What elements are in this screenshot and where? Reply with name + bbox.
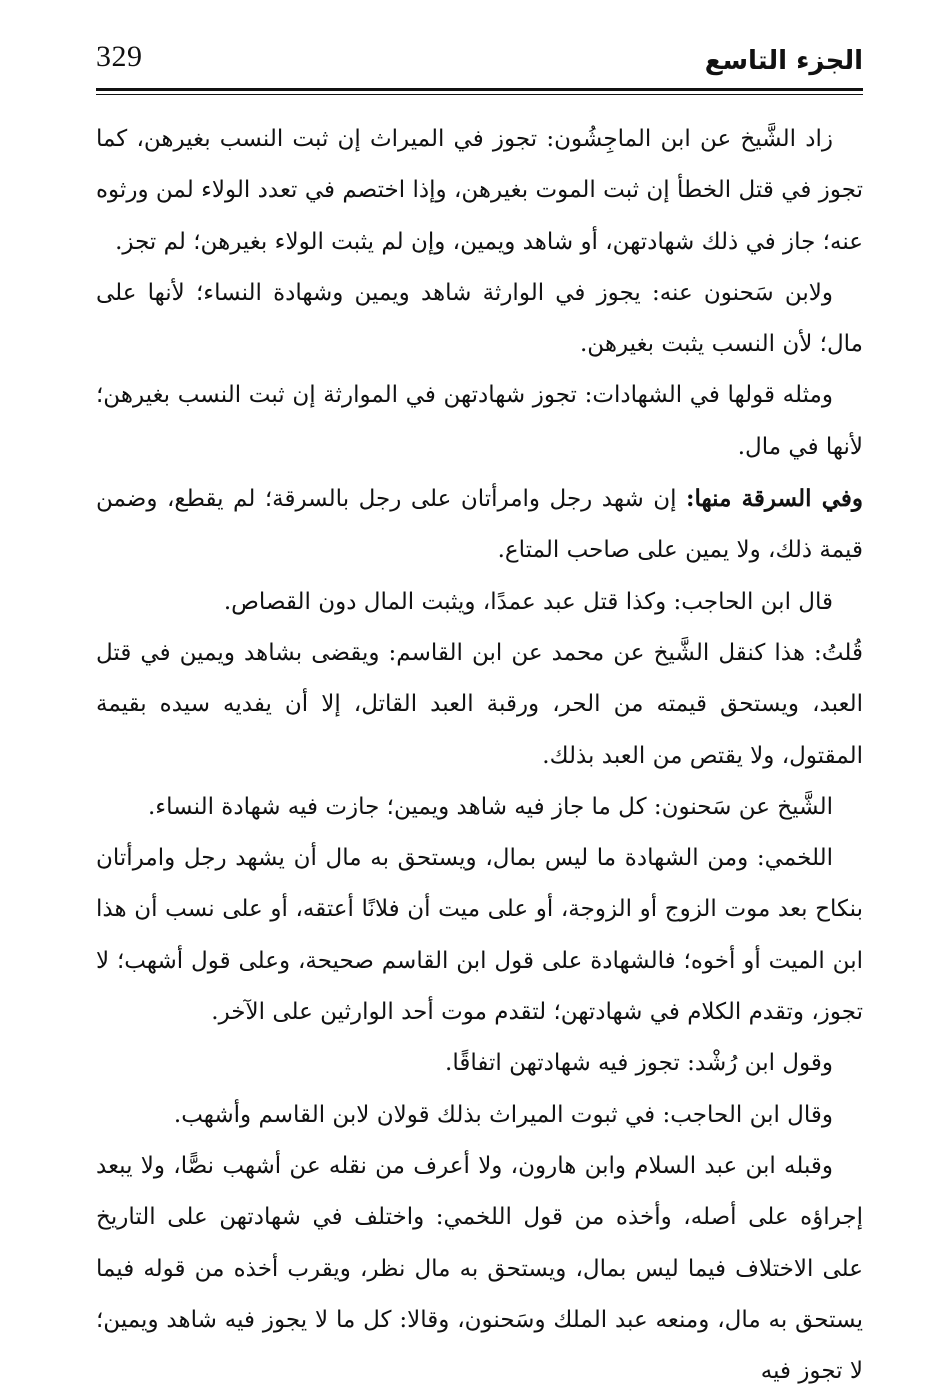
- paragraph-text: وقال ابن الحاجب: في ثبوت الميراث بذلك قولان لابن القاسم وأشهب.: [173, 1101, 833, 1128]
- paragraph: [96, 1038, 863, 1089]
- paragraph-text: ولابن سَحنون عنه: يجوز في الوارثة شاهد ويمين وشهادة النساء؛ لأنها على مال؛ لأن النسب يثبت بغيرهن.: [96, 279, 863, 358]
- body-text: [96, 114, 863, 1397]
- paragraph: [96, 1090, 863, 1141]
- paragraph: [96, 370, 863, 473]
- page-number: 329: [96, 40, 143, 73]
- paragraph-text: اللخمي: ومن الشهادة ما ليس بمال، ويستحق به مال أن يشهد رجل وامرأتان بنكاح بعد موت الزوج أو الزوجة، أو على ميت أن فلانًا أعتقه، أو على نسب أن هذا ابن الميت أو أخوه؛ فالشهادة على قول ابن القاسم صحيحة، وعلى قول أشهب؛ لا تجوز، وتقدم الكلام في شهادتهن؛ لتقدم موت أحد الوارثين على الآخر.: [96, 845, 863, 1026]
- page-header: [96, 36, 863, 92]
- paragraph-text: قال ابن الحاجب: وكذا قتل عبد عمدًا، ويثبت المال دون القصاص.: [223, 588, 833, 615]
- paragraph-text: وقول ابن رُشْد: تجوز فيه شهادتهن اتفاقًا.: [445, 1050, 833, 1077]
- paragraph: [96, 628, 863, 782]
- header-rule-thin: [96, 94, 863, 95]
- paragraph: [96, 473, 863, 577]
- header-rule-thick: [96, 88, 863, 91]
- paragraph-text: زاد الشَّيخ عن ابن الماجِشُون: تجوز في الميراث إن ثبت النسب بغيرهن، كما تجوز في قتل الخطأ إن ثبت الموت بغيرهن، وإذا اختصم في تعدد الولاء لمن ورثوه عنه؛ جاز في ذلك شهادتهن، أو شاهد ويمين، وإن لم يثبت الولاء بغيرهن؛ لم تجز.: [96, 126, 863, 255]
- paragraph-text: وقبله ابن عبد السلام وابن هارون، ولا أعرف من نقله عن أشهب نصًّا، ولا يبعد إجراؤه على أصله، وأخذه من قول اللخمي: واختلف في شهادتهن على التاريخ على الاختلاف فيما ليس بمال، ويستحق به مال نظر، ويقرب أخذه من قوله فيما يستحق به مال، ومنعه عبد الملك وسَحنون، وقالا: كل ما لا يجوز فيه شاهد ويمين؛ لا تجوز فيه: [96, 1152, 863, 1385]
- paragraph: [96, 577, 863, 628]
- paragraph: [96, 782, 863, 833]
- paragraph: [96, 1141, 863, 1397]
- paragraph-text: إن شهد رجل وامرأتان على رجل بالسرقة؛ لم يقطع، وضمن قيمة ذلك، ولا يمين على صاحب المتاع.: [96, 486, 863, 564]
- paragraph: [96, 268, 863, 371]
- paragraph: [96, 114, 863, 268]
- paragraph-text: قُلتُ: هذا كنقل الشَّيخ عن محمد عن ابن القاسم: ويقضى بشاهد ويمين في قتل العبد، ويستحق قيمته من الحر، ورقبة العبد القاتل، إلا أن يفديه سيده بقيمة المقتول، ولا يقتص من العبد بذلك.: [96, 639, 863, 769]
- paragraph-text: الشَّيخ عن سَحنون: كل ما جاز فيه شاهد ويمين؛ جازت فيه شهادة النساء.: [147, 793, 833, 820]
- paragraph: [96, 833, 863, 1038]
- paragraph-text: ومثله قولها في الشهادات: تجوز شهادتهن في الموارثة إن ثبت النسب بغيرهن؛ لأنها في مال.: [96, 382, 863, 460]
- part-title: الجزء التاسع: [704, 46, 863, 76]
- paragraph-lead: وفي السرقة منها:: [686, 485, 863, 513]
